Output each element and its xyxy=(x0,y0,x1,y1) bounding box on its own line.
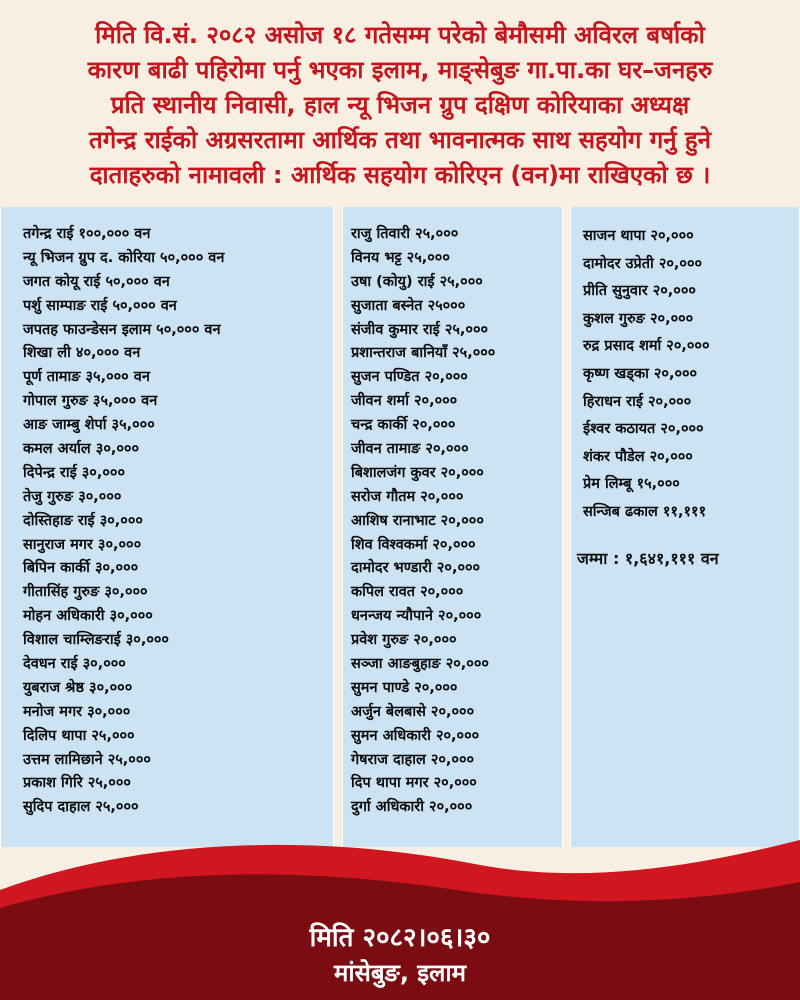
footer-date: मिति २०८२।०६।३० xyxy=(309,923,491,953)
donor-entry: आशिष रानाभाट २०,००० xyxy=(351,512,484,529)
donor-entry: साजन थापा २०,००० xyxy=(583,228,694,244)
donor-entry: दिलिप थापा २५,००० xyxy=(23,727,135,744)
donor-entry: प्रशान्तराज बानियाँ २५,००० xyxy=(351,345,496,362)
donor-entry: शिखा ली ४०,००० वन xyxy=(23,345,141,362)
donor-entry: प्रकाश गिरि २५,००० xyxy=(23,775,131,792)
total-amount: जम्मा : १,६४१,१११ वन xyxy=(577,549,719,568)
donor-column-3 xyxy=(570,207,800,847)
donor-entry: विशाल चाम्लिङराई ३०,००० xyxy=(23,632,169,649)
donor-entry: अर्जुन बेलबासे २०,००० xyxy=(351,703,475,720)
donor-list xyxy=(23,223,224,820)
donor-entry: सन्जिब ढकाल ११,१११ xyxy=(583,503,707,520)
donor-entry: सरोज गौतम २०,००० xyxy=(351,488,464,505)
donor-list xyxy=(583,223,710,527)
donor-entry: तेजु गुरुङ ३०,००० xyxy=(23,488,122,505)
donor-entry: देवधन राई ३०,००० xyxy=(23,656,126,673)
heading-line: मिति वि.सं. २०८२ असोज १८ गतेसम्म परेको बेमौसमी अविरल बर्षाको xyxy=(95,21,705,49)
donor-entry: प्रीति सुनुवार २०,००० xyxy=(583,283,696,300)
donor-entry: ईश्वर कठायत २०,००० xyxy=(583,421,704,438)
donor-entry: सञ्जा आङबुहाङ २०,००० xyxy=(351,656,489,673)
donor-entry: पूर्ण तामाङ ३५,००० वन xyxy=(23,369,150,386)
donor-entry: आङ जाम्बु शेर्पा ३५,००० xyxy=(23,417,155,434)
donor-entry: प्रवेश गुरुङ २०,००० xyxy=(351,632,457,649)
donor-entry: जीवन तामाङ २०,००० xyxy=(351,441,469,458)
heading-line: कारण बाढी पहिरोमा पर्नु भएका इलाम, माङ्सेबुङ गा.पा.का घर–जनहरु xyxy=(87,56,713,84)
donor-entry: हिराधन राई २०,००० xyxy=(583,393,692,410)
donor-entry: बिशालजंग कुवर २०,००० xyxy=(351,464,484,481)
donor-entry: गीतासिंह गुरुङ ३०,००० xyxy=(23,584,148,601)
donor-entry: राजु तिवारी २५,००० xyxy=(351,226,459,242)
donor-entry: सानुराज मगर ३०,००० xyxy=(23,536,142,553)
footer-place: मांसेबुङ, इलाम xyxy=(334,959,466,987)
donor-entry: गेषराज दाहाल २०,००० xyxy=(351,751,475,768)
donor-entry: संजीव कुमार राई २५,००० xyxy=(351,321,489,338)
donor-entry: दोस्तिहाङ राई ३०,००० xyxy=(23,512,143,529)
donor-entry: दिप थापा मगर २०,००० xyxy=(351,775,477,792)
donor-entry: उषा (कोयु) राई २५,००० xyxy=(351,273,483,290)
donor-entry: धनन्जय न्यौपाने २०,००० xyxy=(351,608,482,625)
heading-line: तगेन्द्र राईको अग्रसरतामा आर्थिक तथा भावनात्मक साथ सहयोग गर्नु हुने xyxy=(89,126,711,154)
donor-column-1 xyxy=(0,207,334,847)
donor-column-2 xyxy=(342,207,563,847)
donor-entry: पर्शु साम्पाङ राई ५०,००० वन xyxy=(23,297,177,314)
donor-entry: उत्तम लामिछाने २५,००० xyxy=(23,751,151,768)
donor-entry: रुद्र प्रसाद शर्मा २०,००० xyxy=(583,338,710,355)
donor-entry: युबराज श्रेष्ठ ३०,००० xyxy=(23,679,133,696)
donor-entry: गोपाल गुरुङ ३५,००० वन xyxy=(23,393,158,410)
donor-entry: दामोदर उप्रेती २०,००० xyxy=(583,255,703,272)
donor-entry: जपतह फाउन्डेसन इलाम ५०,००० वन xyxy=(23,321,221,338)
donor-entry: सुमन पाण्डे २०,००० xyxy=(351,679,458,696)
notice-heading xyxy=(20,18,780,193)
donor-entry: चन्द्र कार्की २०,००० xyxy=(351,417,456,434)
donor-entry: कृष्ण खड्का २०,००० xyxy=(583,365,698,382)
donor-entry: शिव विश्वकर्मा २०,००० xyxy=(351,536,476,553)
header-banner xyxy=(0,0,800,206)
donor-entry: कमल अर्याल ३०,००० xyxy=(23,441,140,458)
donor-entry: विनय भट्ट २५,००० xyxy=(351,249,450,266)
donor-entry: जगत कोयू राई ५०,००० वन xyxy=(23,273,170,290)
heading-line: प्रति स्थानीय निवासी, हाल न्यू भिजन ग्रुप दक्षिण कोरियाका अध्यक्ष xyxy=(110,91,690,119)
heading-line: दाताहरुको नामावली : आर्थिक सहयोग कोरिएन (वन)मा राखिएको छ । xyxy=(89,161,711,189)
donor-entry: शंकर पौडेल २०,००० xyxy=(583,448,693,465)
donor-entry: बिपिन कार्की ३०,००० xyxy=(23,560,139,577)
donor-entry: सुजन पण्डित २०,००० xyxy=(351,369,468,386)
donor-entry: मनोज मगर ३०,००० xyxy=(23,703,131,720)
donor-entry: कुशल गुरुङ २०,००० xyxy=(583,310,694,327)
donor-entry: सुदिप दाहाल २५,००० xyxy=(23,799,139,816)
donor-entry: कपिल रावत २०,००० xyxy=(351,584,464,601)
donor-list xyxy=(351,223,495,820)
donor-entry: दिपेन्द्र राई ३०,००० xyxy=(23,464,125,481)
donor-entry: न्यू भिजन ग्रुप द. कोरिया ५०,००० वन xyxy=(23,249,225,266)
donor-entry: सुमन अधिकारी २०,००० xyxy=(351,727,480,744)
donor-entry: दुर्गा अधिकारी २०,००० xyxy=(351,799,473,816)
donor-entry: प्रेम लिम्बू १५,००० xyxy=(583,476,680,493)
donor-entry: मोहन अधिकारी ३०,००० xyxy=(23,608,153,625)
donor-entry: सुजाता बस्नेत २५००० xyxy=(351,297,466,314)
donor-entry: तगेन्द्र राई १००,००० वन xyxy=(23,226,151,242)
donor-entry: दामोदर भण्डारी २०,००० xyxy=(351,560,481,577)
donor-entry: जीवन शर्मा २०,००० xyxy=(351,393,458,410)
